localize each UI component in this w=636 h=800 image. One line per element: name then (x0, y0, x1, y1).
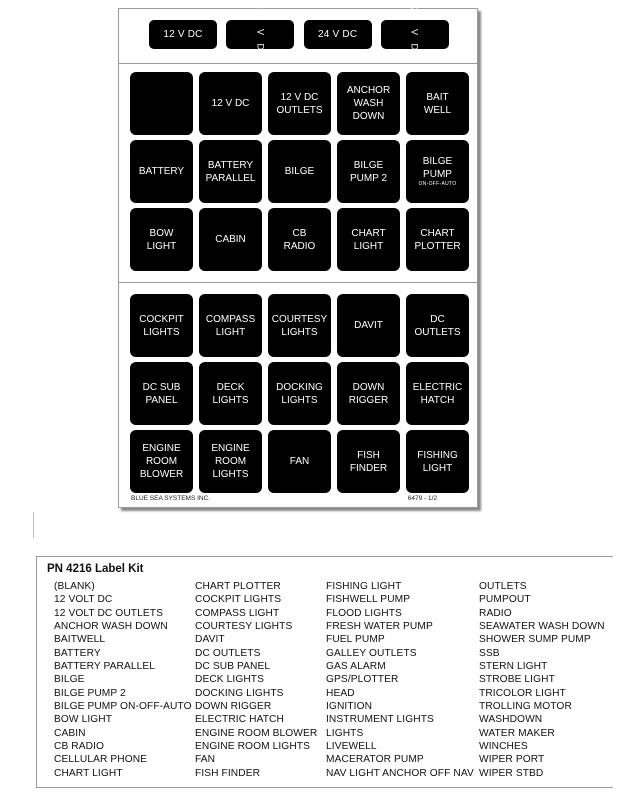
kit-list-item: CELLULAR PHONE (54, 754, 148, 766)
kit-list-item: RADIO (479, 607, 512, 619)
kit-list-item: FUEL PUMP (326, 634, 385, 646)
label-tile (199, 430, 262, 493)
label-tile (199, 140, 262, 203)
label-tile-text: DC SUB PANEL (142, 381, 181, 406)
label-tile (406, 362, 469, 425)
label-tile (199, 362, 262, 425)
label-tile (199, 72, 262, 135)
kit-list-item: FISHING LIGHT (326, 581, 402, 592)
label-tile (130, 140, 193, 203)
label-tile (199, 208, 262, 271)
kit-list-item: SEAWATER WASH DOWN (479, 621, 605, 633)
kit-list-item: OUTLETS (479, 581, 527, 592)
label-tile-text: COMPASS LIGHT (205, 313, 256, 338)
label-tile-text: FISH FINDER (349, 449, 388, 474)
kit-title: PN 4216 Label Kit (47, 563, 144, 575)
kit-column (54, 580, 195, 780)
label-kit-list (36, 556, 613, 788)
kit-list-item: TRICOLOR LIGHT (479, 687, 566, 699)
label-tile-text: FISHING LIGHT (417, 449, 458, 474)
sheet-footer (131, 495, 437, 502)
kit-list-item: LIVEWELL (326, 741, 377, 753)
label-tile (337, 208, 400, 271)
kit-list-item: ELECTRIC HATCH (195, 714, 284, 726)
label-tile-text: 12 V DC OUTLETS (276, 91, 323, 116)
label-tile (406, 72, 469, 135)
label-tile (268, 362, 331, 425)
label-tile-text: DOCKING LIGHTS (276, 381, 323, 406)
label-tile-text: 12 V DC (211, 98, 250, 109)
part-number-text: 6479 - 1/2 (407, 495, 437, 502)
kit-list-item: SSB (479, 647, 500, 659)
label-24vdc-vertical (381, 6, 449, 63)
label-tile (130, 430, 193, 493)
label-text: 12 V DC (255, 6, 266, 63)
label-24vdc (304, 20, 372, 49)
label-tile-text: BILGE PUMP (422, 156, 453, 180)
kit-list-item: ENGINE ROOM BLOWER (195, 727, 318, 739)
kit-list-item: DOWN RIGGER (195, 701, 272, 713)
kit-list-item: BATTERY PARALLEL (54, 661, 156, 673)
label-tile-text: COCKPIT LIGHTS (139, 313, 184, 338)
edge-mark (33, 512, 34, 538)
label-tile-text: CABIN (215, 234, 246, 245)
label-tile (130, 208, 193, 271)
label-tile-text: DC OUTLETS (414, 313, 461, 338)
kit-list-item: PUMPOUT (479, 594, 531, 606)
label-tile (268, 140, 331, 203)
label-tile-text: ANCHOR WASH DOWN (346, 85, 391, 122)
label-tile (337, 362, 400, 425)
kit-list-item: FLOOD LIGHTS (326, 607, 402, 619)
label-grid-lower (130, 294, 467, 493)
voltage-label-row (149, 6, 449, 63)
label-tile-text: CB RADIO (283, 227, 316, 252)
label-tile-text: CHART PLOTTER (414, 227, 461, 252)
sheet-divider (119, 282, 477, 283)
label-grid-upper (130, 72, 467, 271)
label-tile (130, 362, 193, 425)
label-tile (337, 72, 400, 135)
label-tile (337, 294, 400, 357)
label-tile-text: ELECTRIC HATCH (412, 381, 463, 406)
kit-list-item: GAS ALARM (326, 661, 386, 673)
kit-list-item: CHART PLOTTER (195, 581, 281, 592)
label-tile-subtext: ON-OFF-AUTO (418, 181, 457, 187)
label-tile-text: COURTESY LIGHTS (271, 313, 328, 338)
label-tile (406, 140, 469, 203)
label-tile-text: BOW LIGHT (146, 227, 177, 252)
label-tile-text: DOWN RIGGER (348, 381, 389, 406)
kit-list-item: LIGHTS (326, 727, 364, 739)
kit-list-item: NAV LIGHT ANCHOR OFF NAV (326, 767, 474, 779)
label-tile (130, 72, 193, 135)
kit-list-item: DAVIT (195, 634, 225, 646)
kit-list-item: IGNITION (326, 701, 373, 713)
label-tile (130, 294, 193, 357)
label-tile (199, 294, 262, 357)
kit-list-item: COMPASS LIGHT (195, 607, 280, 619)
kit-list-item: WIPER STBD (479, 767, 544, 779)
label-tile (406, 208, 469, 271)
label-tile (268, 72, 331, 135)
label-tile-text: DAVIT (354, 320, 383, 331)
kit-column (195, 580, 326, 780)
label-tile-text: ENGINE ROOM BLOWER (139, 443, 184, 480)
kit-list-item: FISH FINDER (195, 767, 261, 779)
label-tile (268, 294, 331, 357)
kit-list-item: INSTRUMENT LIGHTS (326, 714, 434, 726)
kit-list-item: 12 VOLT DC OUTLETS (54, 607, 163, 619)
label-tile (406, 430, 469, 493)
kit-list-item: FRESH WATER PUMP (326, 621, 433, 633)
label-tile-text: DECK LIGHTS (212, 381, 249, 406)
kit-list-item: DOCKING LIGHTS (195, 687, 284, 699)
kit-list-item: ENGINE ROOM LIGHTS (195, 741, 311, 753)
label-tile (406, 294, 469, 357)
kit-list-item: TROLLING MOTOR (479, 701, 572, 713)
kit-list-item: DECK LIGHTS (195, 674, 265, 686)
kit-list-item: BILGE PUMP ON-OFF-AUTO (54, 701, 192, 713)
label-tile (337, 140, 400, 203)
kit-columns (54, 580, 614, 780)
kit-list-item: GPS/PLOTTER (326, 674, 399, 686)
kit-list-item: WASHDOWN (479, 714, 543, 726)
kit-list-item: STERN LIGHT (479, 661, 548, 673)
kit-list-item: MACERATOR PUMP (326, 754, 424, 766)
kit-list-item: GALLEY OUTLETS (326, 647, 417, 659)
kit-list-item: (BLANK) (54, 581, 95, 592)
kit-list-item: BATTERY (54, 647, 101, 659)
kit-list-item: CB RADIO (54, 741, 105, 753)
kit-list-item: FAN (195, 754, 216, 766)
label-tile (268, 430, 331, 493)
kit-list-item: STROBE LIGHT (479, 674, 555, 686)
label-sheet (118, 8, 478, 508)
kit-list-item: ANCHOR WASH DOWN (54, 621, 168, 633)
kit-list-item: COURTESY LIGHTS (195, 621, 293, 633)
label-tile-text: ENGINE ROOM LIGHTS (211, 443, 250, 480)
kit-column (479, 580, 614, 780)
kit-column (326, 580, 479, 780)
kit-list-item: BILGE (54, 674, 85, 686)
label-tile-text: BATTERY (138, 166, 185, 177)
kit-list-item: WINCHES (479, 741, 528, 753)
label-text: 24 V DC (409, 6, 420, 63)
label-tile (268, 208, 331, 271)
kit-list-item: BILGE PUMP 2 (54, 687, 126, 699)
label-text: 12 V DC (163, 29, 203, 40)
kit-list-item: WIPER PORT (479, 754, 545, 766)
label-tile-text: FAN (289, 456, 310, 467)
label-tile (337, 430, 400, 493)
label-tile-text: CHART LIGHT (351, 227, 386, 252)
label-tile-text: BATTERY PARALLEL (205, 159, 256, 184)
kit-list-item: DC OUTLETS (195, 647, 261, 659)
kit-list-item: SHOWER SUMP PUMP (479, 634, 591, 646)
kit-list-item: COCKPIT LIGHTS (195, 594, 282, 606)
kit-list-item: WATER MAKER (479, 727, 555, 739)
label-tile-text: BILGE PUMP 2 (349, 159, 388, 184)
kit-list-item: CHART LIGHT (54, 767, 123, 779)
kit-list-item: 12 VOLT DC (54, 594, 113, 606)
manufacturer-text: BLUE SEA SYSTEMS INC. (131, 495, 211, 502)
label-tile-text: BAIT WELL (423, 91, 452, 116)
kit-list-item: FISHWELL PUMP (326, 594, 411, 606)
kit-list-item: HEAD (326, 687, 355, 699)
label-text: 24 V DC (318, 29, 358, 40)
kit-list-item: BOW LIGHT (54, 714, 113, 726)
sheet-divider (119, 63, 477, 64)
kit-list-item: CABIN (54, 727, 86, 739)
label-12vdc-vertical (226, 6, 294, 63)
kit-list-item: BAITWELL (54, 634, 106, 646)
label-12vdc (149, 20, 217, 49)
label-tile-text: BILGE (284, 166, 315, 177)
kit-list-item: DC SUB PANEL (195, 661, 271, 673)
